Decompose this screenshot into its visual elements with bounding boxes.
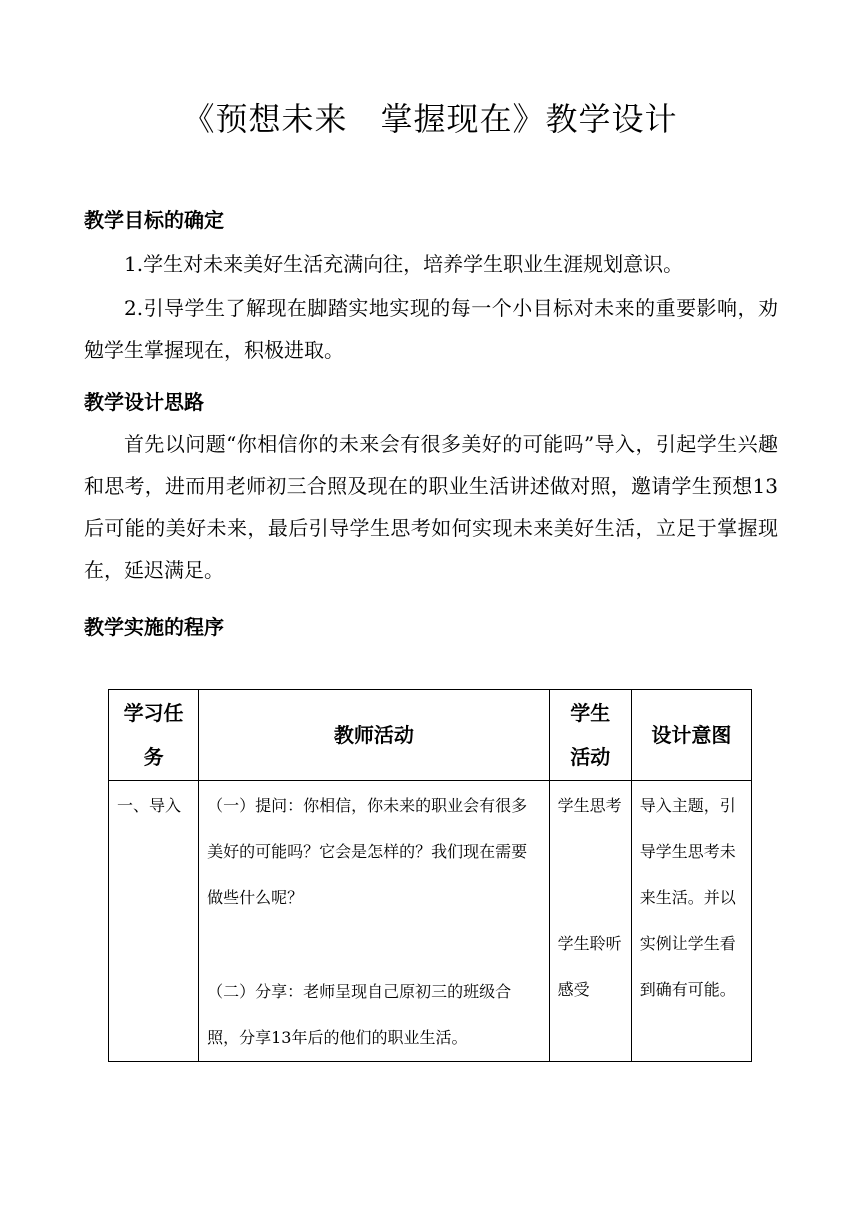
student-cell <box>549 781 631 1062</box>
teacher-activity-1: （一）提问：你相信，你未来的职业会有很多美好的可能吗？它会是怎样的？我们现在需要做些什么呢？ <box>207 796 528 907</box>
page-title: 《预想未来 掌握现在》教学设计 <box>182 100 678 138</box>
table-header-row <box>109 690 752 781</box>
header-teacher: 教师活动 <box>199 690 550 781</box>
header-student: 学生活动 <box>549 690 631 781</box>
intent-cell <box>631 781 751 1062</box>
objective-1: 1.学生对未来美好生活充满向往，培养学生职业生涯规划意识。 <box>124 252 684 276</box>
task-label: 一、导入 <box>117 796 182 815</box>
objective-2: 2.引导学生了解现在脚踏实地实现的每一个小目标对未来的重要影响，劝勉学生掌握现在，积极进取。 <box>84 296 778 362</box>
design-idea-paragraph: 首先以问题“你相信你的未来会有很多美好的可能吗”导入，引起学生兴趣和思考，进而用老师初三合照及现在的职业生活讲述做对照，邀请学生预想13后可能的美好未来，最后引导学生思考如何实现未来美好生活，立足于掌握现在，延迟满足。 <box>84 432 778 582</box>
student-activity-1: 学生思考 <box>557 796 622 815</box>
teacher-cell <box>199 781 550 1062</box>
teacher-activity-2: （二）分享：老师呈现自己原初三的班级合照，分享13年后的他们的职业生活。 <box>207 982 512 1047</box>
section-heading-design: 教学设计思路 <box>84 390 204 414</box>
task-cell <box>109 781 199 1062</box>
section-heading-procedure: 教学实施的程序 <box>84 615 224 639</box>
section-heading-objectives: 教学目标的确定 <box>84 208 224 232</box>
header-intent: 设计意图 <box>631 690 751 781</box>
procedure-table <box>108 689 752 1062</box>
table-row <box>109 781 752 1062</box>
student-activity-2: 学生聆听感受 <box>557 934 622 999</box>
header-task: 学习任务 <box>109 690 199 781</box>
design-intent: 导入主题，引导学生思考未来生活。并以实例让学生看到确有可能。 <box>639 796 736 999</box>
